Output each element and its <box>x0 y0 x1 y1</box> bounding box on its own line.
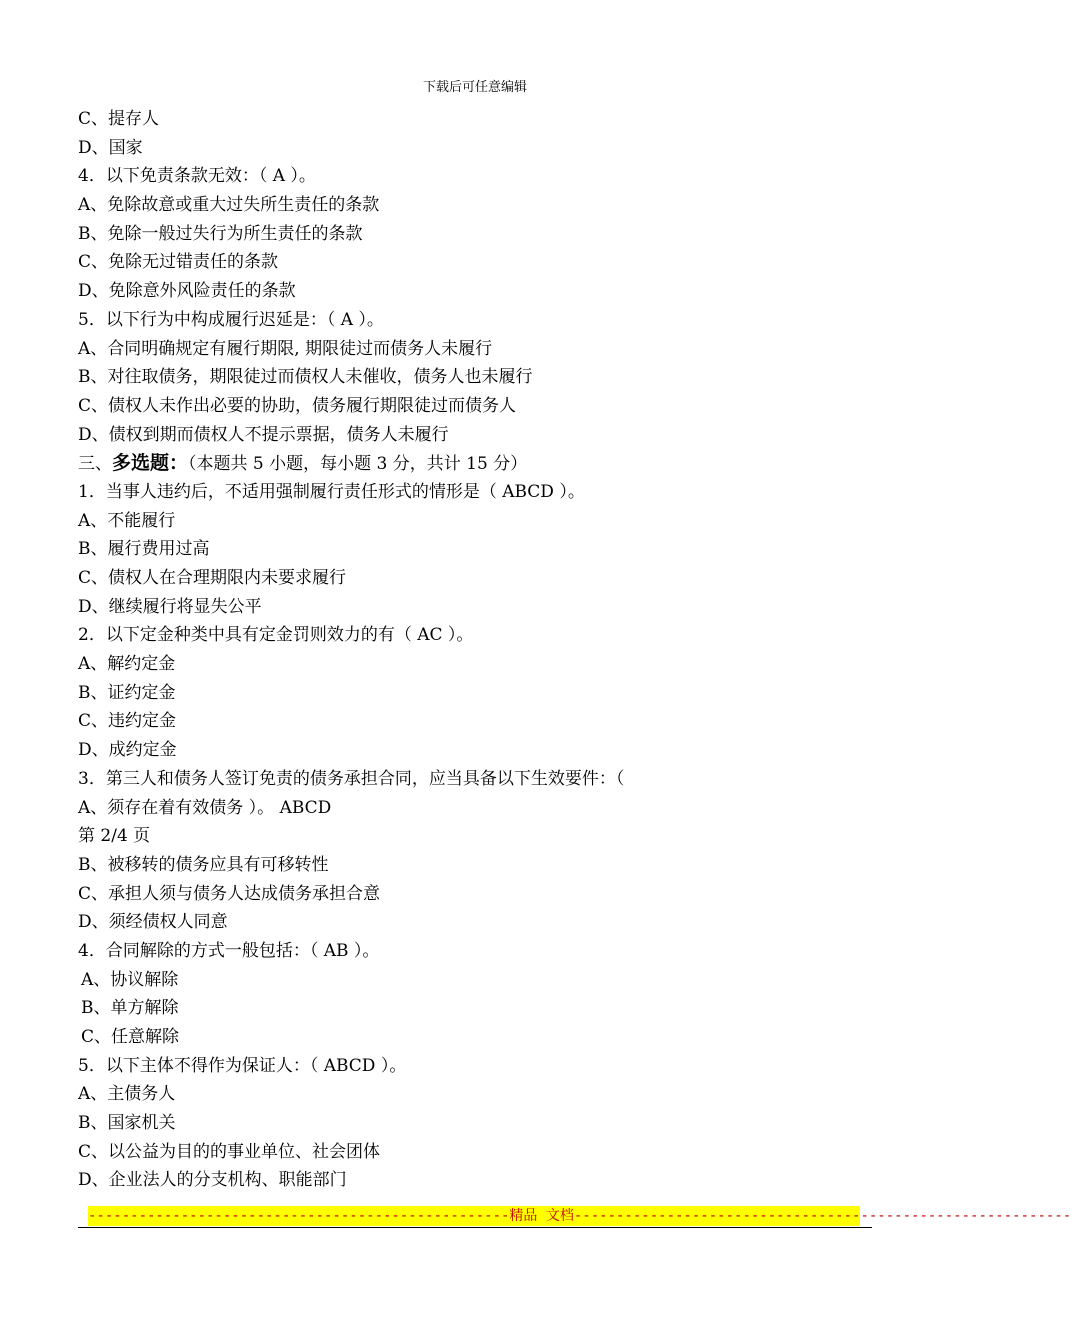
question-line: 4．合同解除的方式一般包括：（ AB ）。 <box>78 940 380 961</box>
option-line: A、免除故意或重大过失所生责任的条款 <box>78 195 380 216</box>
option-line: B、单方解除 <box>81 998 179 1019</box>
option-line: C、债权人在合理期限内未要求履行 <box>78 568 347 588</box>
section-title: 多选题： <box>112 452 189 475</box>
option-line: A、须存在着有效债务 ）。 ABCD <box>78 797 332 818</box>
option-line: B、被移转的债务应具有可移转性 <box>78 854 329 875</box>
option-line: A、不能履行 <box>78 510 176 531</box>
option-line: B、对往取债务，期限徒过而债权人未催收，债务人也未履行 <box>78 367 533 388</box>
page-number: 第 2/4 页 <box>78 826 151 847</box>
option-line: B、免除一般过失行为所生责任的条款 <box>78 223 363 244</box>
option-line: C、免除无过错责任的条款 <box>78 252 279 273</box>
document-body <box>78 105 878 1195</box>
option-line: B、证约定金 <box>78 682 176 703</box>
section-heading <box>78 449 878 478</box>
option-line: D、免除意外风险责任的条款 <box>78 281 296 302</box>
option-line: C、任意解除 <box>81 1027 180 1047</box>
option-line: A、主债务人 <box>78 1084 176 1105</box>
question-line: 3．第三人和债务人签订免责的债务承担合同，应当具备以下生效要件：（ <box>78 768 625 789</box>
option-line: A、解约定金 <box>78 654 176 675</box>
option-line: C、违约定金 <box>78 711 177 732</box>
question-line: 5．以下主体不得作为保证人：（ ABCD ）。 <box>78 1055 407 1076</box>
text-line: C、提存人 <box>78 109 160 129</box>
footer-divider <box>78 1227 872 1228</box>
page-header: 下载后可任意编辑 <box>422 80 527 95</box>
option-line: B、履行费用过高 <box>78 539 210 560</box>
option-line: D、企业法人的分支机构、职能部门 <box>78 1170 347 1191</box>
question-line: 1．当事人违约后，不适用强制履行责任形式的情形是（ ABCD ）。 <box>78 481 585 502</box>
option-line: A、合同明确规定有履行期限, 期限徒过而债务人未履行 <box>78 338 493 359</box>
question-line: 4．以下免责条款无效：（ A ）。 <box>78 166 316 187</box>
option-line: B、国家机关 <box>78 1113 176 1134</box>
option-line: C、债权人未作出必要的协助，债务履行期限徒过而债务人 <box>78 395 517 416</box>
option-line: C、以公益为目的的事业单位、社会团体 <box>78 1141 381 1162</box>
option-line: D、须经债权人同意 <box>78 912 228 933</box>
question-line: 2．以下定金种类中具有定金罚则效力的有（ AC ）。 <box>78 625 474 646</box>
option-line: C、承担人须与债务人达成债务承担合意 <box>78 883 381 904</box>
option-line: A、协议解除 <box>81 969 179 990</box>
section-note: （本题共 5 小题，每小题 3 分，共计 15 分） <box>188 454 528 475</box>
section-prefix: 三、 <box>78 454 112 475</box>
option-line: D、成约定金 <box>78 740 177 761</box>
text-line: D、国家 <box>78 137 143 158</box>
option-line: D、继续履行将显失公平 <box>78 596 262 617</box>
option-line: D、债权到期而债权人不提示票据，债务人未履行 <box>78 424 449 445</box>
question-line: 5．以下行为中构成履行迟延是：（ A ）。 <box>78 309 384 330</box>
footer-banner: --------------------------------------------------精品 文档----------------------------------------------------------- <box>88 1208 1071 1224</box>
